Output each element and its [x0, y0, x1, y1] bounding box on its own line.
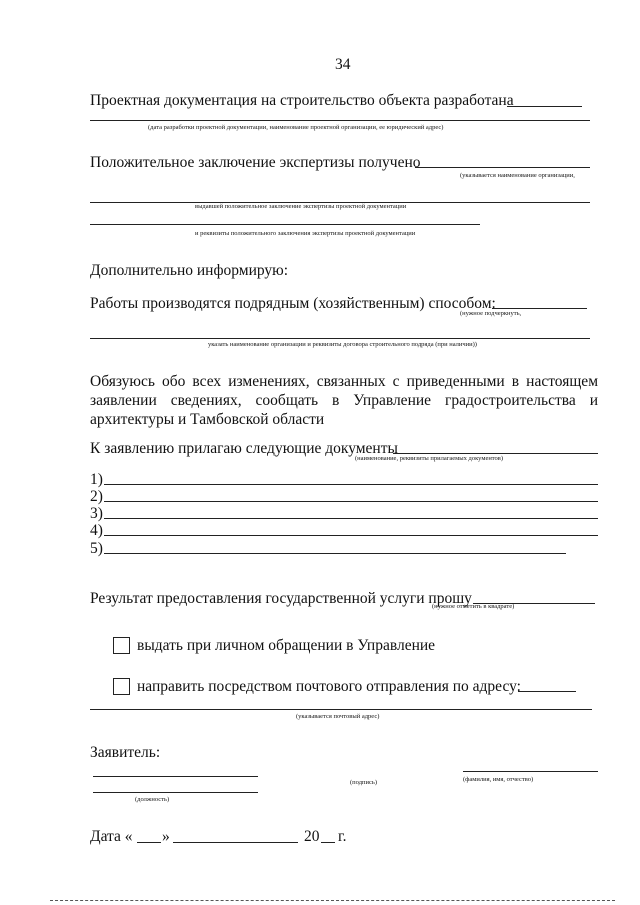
option-in-person-checkbox[interactable]: [113, 637, 130, 654]
mail-address-line[interactable]: [90, 709, 592, 710]
name-caption: (фамилия, имя, отчество): [463, 776, 534, 783]
date-label: Дата «: [90, 828, 133, 845]
attachments-caption: (наименование, реквизиты прилагаемых документов): [355, 455, 504, 462]
attachment-item-5-line[interactable]: [104, 553, 566, 554]
applicant-position-line[interactable]: [93, 792, 258, 793]
date-close-quote: »: [162, 828, 170, 845]
attachments-label: К заявлению прилагаю следующие документы: [90, 440, 398, 457]
date-month-line[interactable]: [173, 842, 298, 843]
attachment-item-3-number: 3): [90, 505, 103, 522]
expertise-caption-2: выдавшей положительное заключение экспертизы проектной документации: [195, 203, 407, 210]
attachment-item-1-number: 1): [90, 471, 103, 488]
position-caption: (должность): [135, 796, 170, 803]
mail-address-short-line[interactable]: [518, 691, 576, 692]
project-docs-detail-line[interactable]: [90, 120, 590, 121]
date-year-line[interactable]: [321, 842, 335, 843]
project-docs-label: Проектная документация на строительство объекта разработана: [90, 92, 514, 109]
attachment-item-2-line[interactable]: [104, 501, 598, 502]
applicant-fio-line[interactable]: [463, 771, 598, 772]
result-label: Результат предоставления государственной услуги прошу: [90, 590, 472, 607]
expertise-field-line[interactable]: [415, 167, 590, 168]
works-detail-line[interactable]: [90, 338, 590, 339]
expertise-label: Положительное заключение экспертизы получено: [90, 154, 421, 171]
additional-info-heading: Дополнительно информирую:: [90, 262, 289, 279]
date-year-prefix: 20: [304, 828, 320, 845]
obligation-line-2: заявлении сведениях, сообщать в Управление градостроительства и: [90, 392, 598, 409]
applicant-label: Заявитель:: [90, 744, 161, 761]
attachment-item-2-number: 2): [90, 488, 103, 505]
project-docs-caption: (дата разработки проектной документации, наименование проектной организации, ее юридический адрес): [148, 124, 444, 131]
option-mail-checkbox[interactable]: [113, 678, 130, 695]
expertise-caption-1: (указывается наименование организации,: [460, 172, 575, 179]
works-label: Работы производятся подрядным (хозяйственным) способом:: [90, 295, 496, 312]
attachment-item-4-number: 4): [90, 522, 103, 539]
option-mail-label: направить посредством почтового отправления по адресу:: [137, 678, 521, 695]
date-year-suffix: г.: [338, 828, 347, 845]
result-caption: (нужное отметить в квадрате): [432, 603, 515, 610]
mail-address-caption: (указывается почтовый адрес): [296, 713, 380, 720]
attachment-item-5-number: 5): [90, 540, 103, 557]
attachment-item-4-line[interactable]: [104, 535, 598, 536]
signature-caption: (подпись): [350, 779, 377, 786]
option-in-person-label: выдать при личном обращении в Управление: [137, 637, 436, 654]
applicant-name-line[interactable]: [93, 776, 258, 777]
date-day-line[interactable]: [137, 842, 161, 843]
bottom-dashed-divider: [50, 900, 615, 901]
expertise-caption-3: и реквизиты положительного заключения экспертизы проектной документации: [195, 230, 416, 237]
project-docs-field-line[interactable]: [507, 106, 582, 107]
obligation-line-1: Обязуюсь обо всех изменениях, связанных с приведенными в настоящем: [90, 373, 598, 390]
attachments-field-line[interactable]: [393, 453, 598, 454]
works-field-line[interactable]: [492, 308, 587, 309]
attachment-item-1-line[interactable]: [104, 484, 598, 485]
works-caption-2: указать наименование организации и реквизиты договора строительного подряда (при наличии)): [208, 341, 477, 348]
expertise-detail-line-2[interactable]: [90, 224, 480, 225]
page-number: 34: [335, 56, 351, 73]
obligation-line-3: архитектуры и Тамбовской области: [90, 411, 325, 428]
works-caption-1: (нужное подчеркнуть,: [460, 310, 522, 317]
attachment-item-3-line[interactable]: [104, 518, 598, 519]
